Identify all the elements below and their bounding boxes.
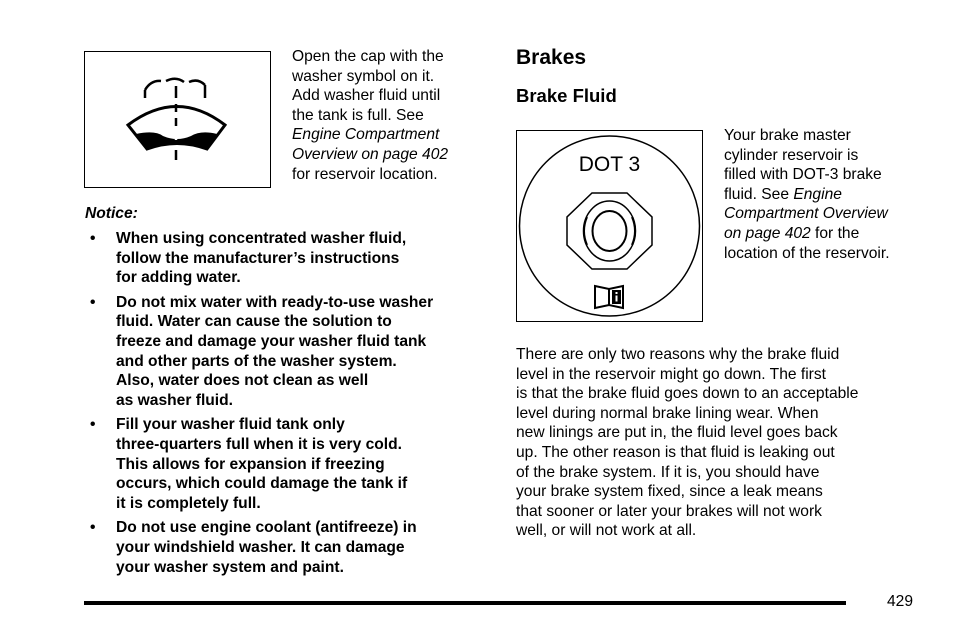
text-line: Add washer fluid until (292, 87, 441, 105)
brake-cap-illustration (517, 131, 702, 321)
page-number: 429 (887, 593, 914, 610)
notice-list (90, 229, 433, 582)
notice-item (90, 293, 433, 411)
cross-reference-link[interactable]: on page 402 (724, 224, 811, 242)
bullet: • (90, 230, 96, 247)
brake-body-paragraph (516, 345, 858, 541)
text-line (724, 185, 890, 205)
text-line: Also, water does not clean as well (116, 372, 369, 390)
text-segment: for the (810, 224, 860, 242)
bullet: • (90, 416, 96, 434)
text-line: Open the cap with the (292, 48, 444, 65)
bullet: • (90, 293, 96, 311)
windshield-washer-fluid-icon (85, 52, 270, 187)
washer-intro-paragraph (292, 47, 448, 184)
notice-item (90, 518, 433, 577)
text-line: as washer fluid. (116, 391, 233, 409)
text-line: and other parts of the washer system. (116, 352, 397, 370)
text-line: When using concentrated washer fluid, (116, 230, 407, 247)
text-line: your washer system and paint. (116, 558, 344, 576)
text-line: the tank is full. See (292, 106, 424, 124)
text-line: Fill your washer fluid tank only (116, 416, 345, 434)
cross-reference-link[interactable]: Overview on page 402 (292, 145, 449, 163)
text-line: Your brake master (724, 127, 851, 144)
text-line: Do not mix water with ready-to-use washer (116, 293, 434, 311)
brake-side-paragraph (724, 126, 890, 263)
text-line: filled with DOT-3 brake (724, 166, 882, 184)
footer-rule (84, 601, 846, 605)
notice-item (90, 229, 433, 288)
text-line: level in the reservoir might go down. The first (516, 365, 826, 383)
text-line: for reservoir location. (292, 165, 438, 183)
text-line: your windshield washer. It can damage (116, 538, 405, 556)
section-title: Brakes (516, 46, 587, 69)
brake-fluid-cap-figure (516, 130, 703, 322)
washer-fluid-figure (84, 51, 271, 188)
text-line: up. The other reason is that fluid is leaking out (516, 443, 835, 461)
text-line: There are only two reasons why the brake fluid (516, 346, 840, 363)
text-line: occurs, which could damage the tank if (116, 475, 408, 493)
cross-reference-link[interactable]: Engine (793, 185, 842, 203)
text-line: washer symbol on it. (292, 67, 435, 85)
subsection-title: Brake Fluid (516, 85, 617, 106)
text-line: that sooner or later your brakes will not work (516, 502, 822, 520)
cross-reference-link[interactable]: Compartment Overview (724, 205, 888, 223)
text-line: cylinder reservoir is (724, 146, 859, 164)
bullet: • (90, 519, 96, 537)
text-line: is that the brake fluid goes down to an acceptable (516, 385, 859, 403)
text-line: follow the manufacturer’s instructions (116, 249, 400, 267)
text-line: new linings are put in, the fluid level goes back (516, 424, 838, 442)
text-line: it is completely full. (116, 494, 261, 512)
notice-item (90, 415, 433, 513)
text-line: location of the reservoir. (724, 244, 890, 262)
text-line: Do not use engine coolant (antifreeze) in (116, 519, 417, 537)
text-line: level during normal brake lining wear. When (516, 404, 819, 422)
owner-manual-book-icon (595, 286, 623, 308)
text-line: freeze and damage your washer fluid tank (116, 332, 427, 350)
text-line: for adding water. (116, 269, 241, 287)
notice-label: Notice: (85, 205, 138, 222)
text-segment: fluid. See (724, 185, 794, 203)
text-line: fluid. Water can cause the solution to (116, 313, 392, 331)
text-line: three-quarters full when it is very cold. (116, 435, 402, 453)
text-line: of the brake system. If it is, you should have (516, 463, 820, 481)
text-line (724, 224, 890, 244)
text-line: your brake system fixed, since a leak means (516, 483, 823, 501)
text-line: This allows for expansion if freezing (116, 455, 385, 473)
text-line: well, or will not work at all. (516, 522, 697, 540)
dot3-label: DOT 3 (578, 153, 641, 176)
cross-reference-link[interactable]: Engine Compartment (292, 126, 440, 144)
